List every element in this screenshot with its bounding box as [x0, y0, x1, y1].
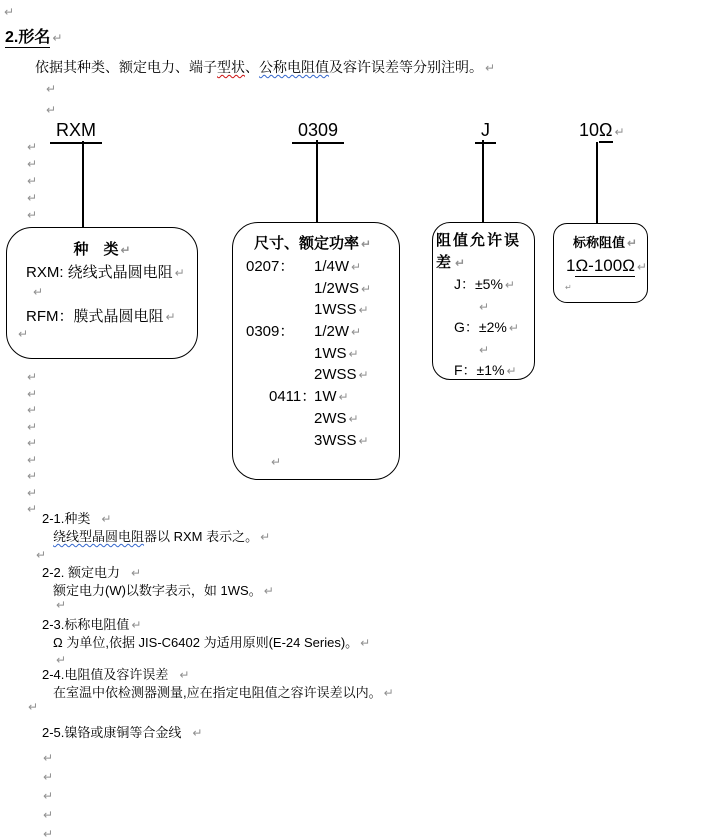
intro-segment-spellcheck-blue: 公称电阻值 [259, 59, 329, 75]
paragraph-mark-icon: ↵ [52, 31, 63, 45]
power-text: 2WSS [314, 366, 357, 384]
code-label-tolerance: J [475, 120, 496, 144]
paragraph-mark-icon: ↵ [361, 281, 372, 296]
resistance-range [566, 256, 647, 276]
tolerance-row [436, 274, 522, 296]
paragraph-mark-icon: ↵ [27, 208, 38, 222]
paragraph-mark-icon: ↵ [348, 411, 359, 426]
paragraph-mark-icon: ↵ [614, 125, 625, 139]
power-text: 1/4W [314, 258, 350, 275]
size-code: 0411： [269, 388, 317, 406]
paragraph-mark-icon: ↵ [636, 260, 647, 274]
paragraph-mark-icon: ↵ [351, 260, 362, 274]
tolerance-box-content [436, 230, 522, 382]
paragraph-mark-icon: ↵ [27, 140, 38, 154]
paragraph-mark-icon: ↵ [358, 303, 369, 318]
paragraph-mark-icon: ↵ [27, 403, 38, 417]
size-row [233, 278, 399, 300]
tolerance-value: G：±2% [454, 319, 507, 335]
size-code: 0207： [246, 258, 295, 275]
size-box-title: 尺寸、额定功率 [254, 235, 360, 252]
note-heading-text: 2-1.种类 [42, 511, 91, 526]
power-text: 3WSS [314, 431, 357, 449]
paragraph-mark-icon: ↵ [260, 530, 271, 544]
paragraph-mark-icon: ↵ [101, 512, 112, 526]
resistance-range-prefix: 1 [566, 256, 576, 275]
paragraph-mark-icon: ↵ [192, 726, 203, 740]
paragraph-mark-icon: ↵ [56, 653, 67, 667]
size-row [233, 343, 399, 365]
empty-line [233, 451, 399, 473]
size-code [233, 430, 314, 452]
empty-line [436, 296, 522, 318]
resistance-box-title-line [573, 232, 637, 251]
paragraph-mark-icon: ↵ [479, 342, 490, 357]
intro-segment: 依据其种类、额定电力、端子 [35, 59, 217, 75]
note-body-2-4 [53, 684, 394, 701]
note-heading-text: 2-3.标称电阻值 [42, 617, 130, 632]
note-body-text: 在室温中依检测器测量,应在指定电阻值之容许误差以内。 [53, 685, 382, 700]
note-body-text: Ω 为单位,依据 JIS-C6402 为适用原则(E-24 Series)。 [53, 635, 359, 650]
size-row [233, 299, 399, 321]
paragraph-mark-icon: ↵ [351, 325, 362, 340]
paragraph-mark-icon: ↵ [27, 387, 38, 401]
resistance-box-title: 标称阻值 [573, 235, 626, 250]
tolerance-box [432, 222, 535, 380]
size-code [233, 364, 314, 386]
size-row [233, 256, 399, 278]
type-box-title-line [7, 238, 197, 259]
power-value [314, 299, 369, 321]
paragraph-mark-icon: ↵ [131, 566, 142, 580]
code-label-type: RXM [50, 120, 102, 144]
paragraph-mark-icon: ↵ [271, 455, 282, 470]
paragraph-mark-icon: ↵ [504, 278, 515, 292]
power-value [314, 408, 359, 430]
paragraph-mark-icon: ↵ [485, 61, 496, 75]
connector-line-resistance [596, 142, 598, 234]
resistance-prefix: 10 [579, 120, 600, 140]
code-label-resistance [579, 120, 625, 141]
size-row [233, 321, 399, 343]
paragraph-mark-icon: ↵ [27, 174, 38, 188]
paragraph-mark-icon: ↵ [27, 453, 38, 467]
note-body-2-3 [53, 634, 370, 651]
size-row [233, 364, 399, 386]
size-row [233, 430, 399, 452]
type-box-title: 种 类 [73, 241, 119, 258]
paragraph-mark-icon: ↵ [33, 285, 44, 299]
power-text: 1WSS [314, 301, 357, 319]
size-power-box [232, 222, 400, 480]
paragraph-mark-icon: ↵ [120, 243, 131, 257]
paragraph-mark-icon: ↵ [358, 433, 369, 448]
paragraph-mark-icon: ↵ [36, 548, 47, 562]
paragraph-mark-icon: ↵ [27, 436, 38, 450]
note-heading-text: 2-5.镍铬或康铜等合金线 [42, 725, 182, 740]
paragraph-mark-icon: ↵ [27, 157, 38, 171]
size-row [233, 408, 399, 430]
intro-segment: 、 [245, 59, 259, 75]
tolerance-box-title [436, 230, 522, 274]
paragraph-mark-icon: ↵ [43, 751, 54, 765]
code-label-size: 0309 [292, 120, 344, 144]
note-heading-2-1 [42, 510, 111, 527]
paragraph-mark-icon: ↵ [360, 636, 371, 650]
size-code [233, 278, 314, 300]
size-code: 0309： [246, 323, 295, 341]
paragraph-mark-icon: ↵ [131, 618, 142, 632]
connector-line-type [82, 141, 84, 227]
paragraph-mark-icon: ↵ [43, 770, 54, 784]
paragraph-mark-icon: ↵ [46, 103, 57, 117]
power-text: 1WS [314, 344, 347, 362]
empty-line [436, 339, 522, 361]
note-body-text: 器以 RXM 表示之。 [144, 529, 259, 544]
tolerance-title-text: 阻值允许误差 [436, 232, 522, 271]
paragraph-mark-icon: ↵ [361, 237, 372, 251]
power-value [314, 278, 371, 300]
paragraph-mark-icon: ↵ [479, 299, 490, 314]
power-text: 1W [314, 388, 337, 406]
size-code [233, 408, 314, 430]
paragraph-mark-icon: ↵ [56, 598, 67, 612]
intro-text [35, 58, 495, 76]
paragraph-mark-icon: ↵ [179, 668, 190, 682]
paragraph-mark-icon: ↵ [27, 370, 38, 384]
paragraph-mark-icon: ↵ [263, 584, 274, 598]
paragraph-mark-icon: ↵ [358, 368, 369, 383]
connector-line-size [316, 140, 318, 232]
power-value [314, 343, 359, 365]
tolerance-value: F：±1% [454, 362, 505, 378]
power-text: 2WS [314, 409, 347, 427]
paragraph-mark-icon: ↵ [174, 266, 185, 280]
paragraph-mark-icon: ↵ [565, 283, 572, 292]
paragraph-mark-icon: ↵ [43, 827, 54, 837]
paragraph-mark-icon: ↵ [27, 486, 38, 500]
paragraph-mark-icon: ↵ [28, 700, 39, 714]
paragraph-mark-icon: ↵ [43, 808, 54, 822]
paragraph-mark-icon: ↵ [508, 321, 519, 335]
paragraph-mark-icon: ↵ [627, 236, 638, 250]
power-value [314, 386, 349, 408]
connector-line-tolerance [482, 140, 484, 222]
paragraph-mark-icon: ↵ [4, 5, 15, 19]
power-value [314, 321, 361, 343]
power-text: 1/2WS [314, 279, 360, 297]
paragraph-mark-icon: ↵ [165, 310, 176, 324]
intro-segment: 及容许误差等分别注明。 [329, 59, 483, 75]
paragraph-mark-icon: ↵ [506, 364, 517, 378]
power-value [314, 430, 369, 452]
type-rfm-text: RFM：膜式晶圆电阻 [26, 308, 164, 325]
power-text: 1/2W [314, 323, 350, 341]
size-code [233, 299, 314, 321]
power-value [314, 256, 361, 278]
paragraph-mark-icon: ↵ [338, 390, 349, 405]
page-title: 2.形名 [5, 29, 51, 46]
intro-segment-spellcheck-red: 型状 [217, 59, 245, 75]
type-box [6, 227, 198, 359]
size-code [233, 343, 314, 365]
paragraph-mark-icon: ↵ [27, 420, 38, 434]
paragraph-mark-icon: ↵ [27, 191, 38, 205]
note-body-2-2 [53, 582, 274, 599]
resistance-unit: Ω [599, 120, 612, 143]
size-box-title-line [254, 232, 371, 253]
note-body-spellcheck: 绕线型晶圆电阻 [53, 529, 145, 544]
note-body-text: 额定电力(W)以数字表示，如 1WS。 [53, 583, 262, 598]
size-box-rows [233, 256, 399, 473]
resistance-box [553, 223, 648, 303]
resistance-range-underlined: Ω-100Ω [575, 256, 635, 275]
size-row [233, 386, 399, 408]
note-heading-2-5 [42, 724, 202, 741]
type-box-line-rxm [26, 261, 185, 282]
note-heading-text: 2-2. 额定电力 [42, 565, 121, 580]
tolerance-row [436, 360, 522, 382]
paragraph-mark-icon: ↵ [46, 82, 57, 96]
paragraph-mark-icon: ↵ [18, 327, 29, 341]
note-heading-2-2 [42, 564, 141, 581]
note-heading-text: 2-4.电阻值及容许误差 [42, 667, 169, 682]
paragraph-mark-icon: ↵ [348, 346, 359, 361]
page-title-line [5, 24, 62, 47]
paragraph-mark-icon: ↵ [27, 502, 38, 516]
tolerance-row [436, 317, 522, 339]
paragraph-mark-icon: ↵ [455, 256, 468, 270]
paragraph-mark-icon: ↵ [43, 789, 54, 803]
note-heading-2-3 [42, 616, 141, 633]
note-heading-2-4 [42, 666, 189, 683]
paragraph-mark-icon: ↵ [27, 469, 38, 483]
power-value [314, 364, 369, 386]
note-body-2-1 [53, 528, 270, 545]
type-rxm-text: RXM: 绕线式晶圆电阻 [26, 264, 173, 281]
paragraph-mark-icon: ↵ [383, 686, 394, 700]
type-box-line-rfm [26, 305, 176, 326]
tolerance-value: J：±5% [454, 276, 503, 292]
